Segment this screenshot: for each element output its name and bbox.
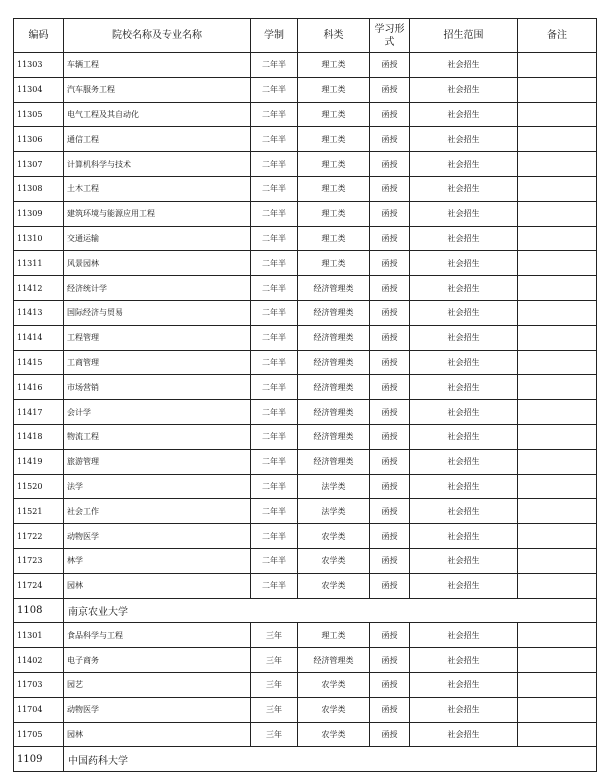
major-remarks: [518, 102, 597, 127]
major-scope: 社会招生: [410, 474, 518, 499]
major-study-form: 函授: [370, 127, 410, 152]
major-code: 11704: [14, 697, 64, 722]
major-remarks: [518, 77, 597, 102]
major-remarks: [518, 524, 597, 549]
major-remarks: [518, 300, 597, 325]
major-code: 11303: [14, 53, 64, 78]
major-duration: 二年半: [251, 251, 298, 276]
table-row: [14, 226, 597, 251]
major-duration: 二年半: [251, 152, 298, 177]
table-row: [14, 276, 597, 301]
major-scope: 社会招生: [410, 251, 518, 276]
major-scope: 社会招生: [410, 300, 518, 325]
major-study-form: 函授: [370, 176, 410, 201]
major-category: 理工类: [298, 201, 370, 226]
major-category: 经济管理类: [298, 424, 370, 449]
major-study-form: 函授: [370, 325, 410, 350]
major-category: 农学类: [298, 548, 370, 573]
major-name: 汽车服务工程: [64, 77, 251, 102]
major-study-form: 函授: [370, 449, 410, 474]
major-study-form: 函授: [370, 697, 410, 722]
major-study-form: 函授: [370, 424, 410, 449]
major-code: 11414: [14, 325, 64, 350]
major-code: 11418: [14, 424, 64, 449]
major-category: 理工类: [298, 127, 370, 152]
major-category: 农学类: [298, 573, 370, 598]
header-duration: 学制: [251, 19, 298, 53]
major-name: 法学: [64, 474, 251, 499]
major-remarks: [518, 53, 597, 78]
enrollment-table: [13, 18, 597, 772]
major-category: 经济管理类: [298, 300, 370, 325]
table-row: [14, 474, 597, 499]
major-duration: 二年半: [251, 300, 298, 325]
major-name: 建筑环境与能源应用工程: [64, 201, 251, 226]
header-category: 科类: [298, 19, 370, 53]
table-row: [14, 127, 597, 152]
major-duration: 二年半: [251, 524, 298, 549]
major-remarks: [518, 400, 597, 425]
major-duration: 二年半: [251, 499, 298, 524]
major-remarks: [518, 474, 597, 499]
major-duration: 二年半: [251, 77, 298, 102]
major-category: 法学类: [298, 474, 370, 499]
major-category: 农学类: [298, 524, 370, 549]
school-code: 1109: [14, 747, 64, 772]
school-name: 南京农业大学: [64, 598, 597, 623]
major-name: 电气工程及其自动化: [64, 102, 251, 127]
header-code: 编码: [14, 19, 64, 53]
major-name: 工程管理: [64, 325, 251, 350]
major-study-form: 函授: [370, 623, 410, 648]
school-name: 中国药科大学: [64, 747, 597, 772]
table-row: [14, 350, 597, 375]
school-group-row: [14, 598, 597, 623]
major-name: 园艺: [64, 672, 251, 697]
major-study-form: 函授: [370, 53, 410, 78]
major-study-form: 函授: [370, 226, 410, 251]
major-duration: 二年半: [251, 53, 298, 78]
major-category: 理工类: [298, 152, 370, 177]
major-category: 法学类: [298, 499, 370, 524]
major-duration: 三年: [251, 672, 298, 697]
major-code: 11419: [14, 449, 64, 474]
major-duration: 三年: [251, 623, 298, 648]
major-remarks: [518, 350, 597, 375]
major-study-form: 函授: [370, 548, 410, 573]
major-remarks: [518, 276, 597, 301]
major-duration: 三年: [251, 648, 298, 673]
major-code: 11307: [14, 152, 64, 177]
major-study-form: 函授: [370, 375, 410, 400]
major-scope: 社会招生: [410, 524, 518, 549]
header-name: 院校名称及专业名称: [64, 19, 251, 53]
school-group-row: [14, 747, 597, 772]
major-category: 经济管理类: [298, 400, 370, 425]
major-scope: 社会招生: [410, 623, 518, 648]
major-code: 11703: [14, 672, 64, 697]
major-study-form: 函授: [370, 201, 410, 226]
major-remarks: [518, 697, 597, 722]
header-remarks: 备注: [518, 19, 597, 53]
major-code: 11724: [14, 573, 64, 598]
major-category: 经济管理类: [298, 350, 370, 375]
major-category: 经济管理类: [298, 449, 370, 474]
major-name: 动物医学: [64, 697, 251, 722]
major-scope: 社会招生: [410, 400, 518, 425]
major-study-form: 函授: [370, 102, 410, 127]
major-code: 11705: [14, 722, 64, 747]
major-name: 林学: [64, 548, 251, 573]
major-study-form: 函授: [370, 499, 410, 524]
major-scope: 社会招生: [410, 102, 518, 127]
major-duration: 二年半: [251, 127, 298, 152]
major-scope: 社会招生: [410, 350, 518, 375]
major-scope: 社会招生: [410, 53, 518, 78]
major-remarks: [518, 548, 597, 573]
table-row: [14, 672, 597, 697]
major-name: 园林: [64, 573, 251, 598]
major-code: 11305: [14, 102, 64, 127]
major-code: 11723: [14, 548, 64, 573]
major-name: 旅游管理: [64, 449, 251, 474]
major-study-form: 函授: [370, 251, 410, 276]
major-name: 经济统计学: [64, 276, 251, 301]
major-study-form: 函授: [370, 722, 410, 747]
table-row: [14, 152, 597, 177]
major-code: 11722: [14, 524, 64, 549]
major-duration: 二年半: [251, 449, 298, 474]
major-remarks: [518, 573, 597, 598]
major-category: 理工类: [298, 77, 370, 102]
major-code: 11306: [14, 127, 64, 152]
major-name: 园林: [64, 722, 251, 747]
major-duration: 二年半: [251, 226, 298, 251]
major-scope: 社会招生: [410, 648, 518, 673]
major-code: 11308: [14, 176, 64, 201]
major-scope: 社会招生: [410, 722, 518, 747]
table-row: [14, 573, 597, 598]
major-code: 11413: [14, 300, 64, 325]
table-row: [14, 375, 597, 400]
major-remarks: [518, 176, 597, 201]
major-scope: 社会招生: [410, 77, 518, 102]
table-row: [14, 424, 597, 449]
major-code: 11311: [14, 251, 64, 276]
major-scope: 社会招生: [410, 548, 518, 573]
major-scope: 社会招生: [410, 424, 518, 449]
major-remarks: [518, 251, 597, 276]
major-category: 经济管理类: [298, 375, 370, 400]
major-study-form: 函授: [370, 276, 410, 301]
major-duration: 二年半: [251, 424, 298, 449]
major-category: 理工类: [298, 623, 370, 648]
major-scope: 社会招生: [410, 201, 518, 226]
table-body: [14, 53, 597, 772]
major-study-form: 函授: [370, 573, 410, 598]
major-name: 计算机科学与技术: [64, 152, 251, 177]
major-remarks: [518, 201, 597, 226]
major-name: 土木工程: [64, 176, 251, 201]
major-code: 11520: [14, 474, 64, 499]
major-study-form: 函授: [370, 350, 410, 375]
major-scope: 社会招生: [410, 226, 518, 251]
table-row: [14, 201, 597, 226]
table-row: [14, 648, 597, 673]
major-duration: 二年半: [251, 325, 298, 350]
major-remarks: [518, 127, 597, 152]
major-name: 会计学: [64, 400, 251, 425]
major-remarks: [518, 499, 597, 524]
major-remarks: [518, 424, 597, 449]
major-remarks: [518, 375, 597, 400]
major-category: 理工类: [298, 53, 370, 78]
major-study-form: 函授: [370, 400, 410, 425]
header-study-form: 学习形式: [370, 19, 410, 53]
major-scope: 社会招生: [410, 499, 518, 524]
table-row: [14, 102, 597, 127]
major-name: 市场营销: [64, 375, 251, 400]
major-name: 风景园林: [64, 251, 251, 276]
major-duration: 二年半: [251, 375, 298, 400]
table-row: [14, 53, 597, 78]
major-name: 交通运输: [64, 226, 251, 251]
major-duration: 二年半: [251, 350, 298, 375]
major-duration: 二年半: [251, 176, 298, 201]
major-code: 11309: [14, 201, 64, 226]
major-duration: 二年半: [251, 276, 298, 301]
major-code: 11417: [14, 400, 64, 425]
major-name: 车辆工程: [64, 53, 251, 78]
major-name: 动物医学: [64, 524, 251, 549]
major-category: 农学类: [298, 697, 370, 722]
major-scope: 社会招生: [410, 697, 518, 722]
major-category: 经济管理类: [298, 325, 370, 350]
header-scope: 招生范围: [410, 19, 518, 53]
table-row: [14, 449, 597, 474]
major-scope: 社会招生: [410, 127, 518, 152]
major-remarks: [518, 623, 597, 648]
table-row: [14, 548, 597, 573]
major-scope: 社会招生: [410, 573, 518, 598]
major-name: 工商管理: [64, 350, 251, 375]
major-scope: 社会招生: [410, 449, 518, 474]
table-row: [14, 77, 597, 102]
table-row: [14, 697, 597, 722]
major-category: 农学类: [298, 722, 370, 747]
major-duration: 二年半: [251, 548, 298, 573]
major-remarks: [518, 449, 597, 474]
major-category: 经济管理类: [298, 648, 370, 673]
major-remarks: [518, 648, 597, 673]
table-row: [14, 400, 597, 425]
major-category: 经济管理类: [298, 276, 370, 301]
table-header-row: [14, 19, 597, 53]
major-name: 物流工程: [64, 424, 251, 449]
major-category: 理工类: [298, 251, 370, 276]
major-category: 理工类: [298, 226, 370, 251]
major-study-form: 函授: [370, 300, 410, 325]
table-row: [14, 251, 597, 276]
major-code: 11310: [14, 226, 64, 251]
table-row: [14, 176, 597, 201]
school-code: 1108: [14, 598, 64, 623]
major-study-form: 函授: [370, 152, 410, 177]
major-code: 11521: [14, 499, 64, 524]
major-code: 11415: [14, 350, 64, 375]
major-category: 理工类: [298, 102, 370, 127]
table-row: [14, 722, 597, 747]
table-row: [14, 325, 597, 350]
table-row: [14, 300, 597, 325]
major-scope: 社会招生: [410, 176, 518, 201]
major-remarks: [518, 226, 597, 251]
major-remarks: [518, 722, 597, 747]
major-study-form: 函授: [370, 524, 410, 549]
table-row: [14, 524, 597, 549]
major-scope: 社会招生: [410, 276, 518, 301]
major-name: 食品科学与工程: [64, 623, 251, 648]
major-scope: 社会招生: [410, 325, 518, 350]
major-study-form: 函授: [370, 474, 410, 499]
major-name: 通信工程: [64, 127, 251, 152]
major-study-form: 函授: [370, 77, 410, 102]
major-code: 11301: [14, 623, 64, 648]
major-code: 11416: [14, 375, 64, 400]
major-study-form: 函授: [370, 672, 410, 697]
major-duration: 二年半: [251, 201, 298, 226]
major-scope: 社会招生: [410, 375, 518, 400]
major-duration: 二年半: [251, 102, 298, 127]
major-remarks: [518, 152, 597, 177]
major-code: 11412: [14, 276, 64, 301]
major-code: 11304: [14, 77, 64, 102]
major-duration: 二年半: [251, 400, 298, 425]
major-code: 11402: [14, 648, 64, 673]
table-row: [14, 623, 597, 648]
major-duration: 三年: [251, 722, 298, 747]
major-name: 国际经济与贸易: [64, 300, 251, 325]
major-name: 电子商务: [64, 648, 251, 673]
major-duration: 二年半: [251, 573, 298, 598]
major-scope: 社会招生: [410, 672, 518, 697]
major-remarks: [518, 672, 597, 697]
major-category: 农学类: [298, 672, 370, 697]
major-scope: 社会招生: [410, 152, 518, 177]
table-row: [14, 499, 597, 524]
major-study-form: 函授: [370, 648, 410, 673]
major-duration: 二年半: [251, 474, 298, 499]
major-name: 社会工作: [64, 499, 251, 524]
major-remarks: [518, 325, 597, 350]
major-category: 理工类: [298, 176, 370, 201]
major-duration: 三年: [251, 697, 298, 722]
